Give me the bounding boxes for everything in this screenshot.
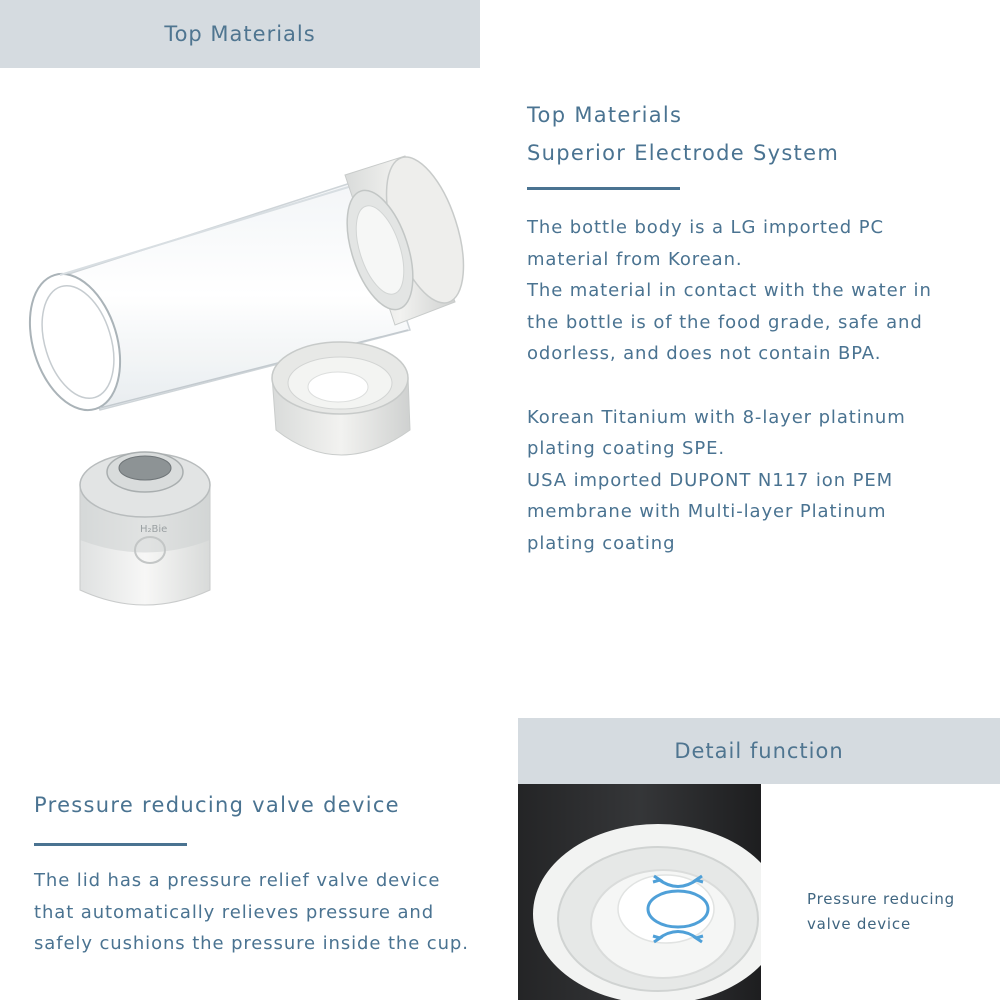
desc-line: plating coating: [527, 532, 676, 554]
desc-line: safely cushions the pressure inside the cup.: [34, 933, 469, 954]
top-materials-banner: [0, 0, 480, 68]
desc-line: The material in contact with the water in: [527, 280, 932, 301]
desc-line: that automatically relieves pressure and: [34, 901, 435, 923]
electrode-base: [80, 452, 210, 605]
desc-line: odorless, and does not contain BPA.: [527, 343, 882, 364]
banner-title: Detail function: [674, 739, 844, 763]
paragraph-gap: [527, 370, 987, 402]
desc-line: Korean Titanium with 8-layer platinum: [527, 406, 906, 428]
heading-underline: [34, 843, 187, 846]
hydrogen-bottle-illustration: [0, 80, 500, 640]
valve-description: [34, 865, 504, 960]
device-brand-label: H₂Bie: [140, 524, 168, 535]
valve-section-heading: Pressure reducing valve device: [34, 793, 400, 817]
bottle-lid: [272, 342, 410, 455]
heading-underline: [527, 187, 680, 190]
desc-line: The bottle body is a LG imported PC: [527, 217, 884, 238]
desc-line: membrane with Multi-layer Platinum: [527, 501, 887, 522]
banner-title: Top Materials: [164, 22, 316, 46]
desc-line: The lid has a pressure relief valve device: [34, 870, 441, 891]
heading-electrode-system: Superior Electrode System: [527, 141, 840, 165]
valve-closeup-photo: [518, 784, 761, 1000]
desc-line: plating coating SPE.: [527, 438, 725, 459]
caption-line: valve device: [807, 915, 911, 933]
detail-function-banner: [518, 718, 1000, 784]
desc-line: USA imported DUPONT N117 ion PEM: [527, 469, 894, 491]
valve-caption: [807, 887, 955, 937]
top-section-heading: [527, 96, 839, 172]
desc-line: material from Korean.: [527, 248, 743, 270]
bottle-body: [14, 148, 479, 421]
heading-top-materials: Top Materials: [527, 103, 683, 127]
materials-description: [527, 212, 987, 559]
desc-line: the bottle is of the food grade, safe and: [527, 311, 923, 333]
caption-line: Pressure reducing: [807, 890, 955, 908]
